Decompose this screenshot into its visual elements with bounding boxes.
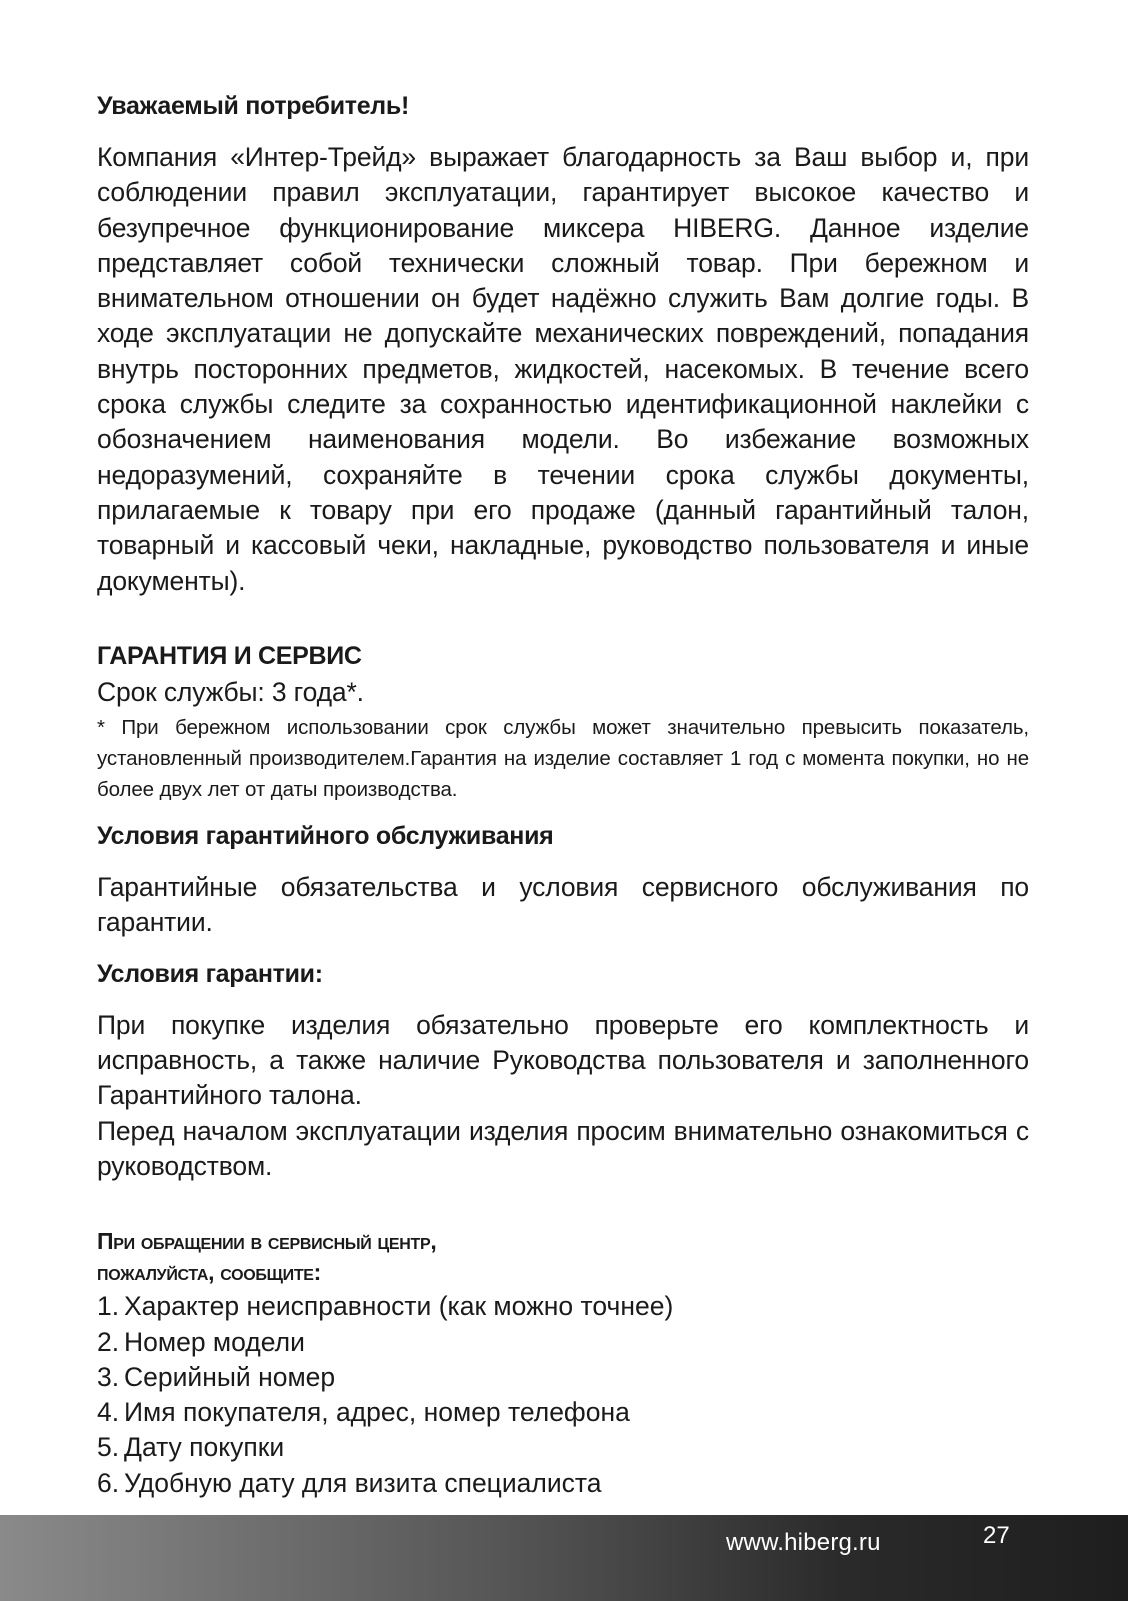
greeting-paragraph: Компания «Интер-Трейд» выражает благодарность за Ваш выбор и, при соблюдении правил эксплуатации, гарантирует высокое качество и безупречное функционирование миксера HIBERG. Данное изделие представляет собой технически сложный товар. При бережном и внимательном отношении он будет надёжно служить Вам долгие годы. В ходе эксплуатации не допускайте механических повреждений, попадания внутрь посторонних предметов, жидкостей, насекомых. В течение всего срока службы следите за сохранностью идентификационной наклейки с обозначением наименования модели. Во избежание возможных недоразумений, сохраняйте в течении срока службы документы, прилагаемые к товару при его продаже (данный гарантийный талон, товарный и кассовый чеки, накладные, руководство пользователя и иные документы). (97, 142, 1029, 596)
list-item-text: Номер модели (124, 1326, 305, 1357)
list-item (97, 1466, 1029, 1501)
service-conditions-title: Условия гарантийного обслуживания (97, 822, 554, 851)
service-life-text: Срок службы: 3 года*. (97, 676, 364, 707)
page-footer (0, 1515, 1128, 1601)
contact-info-list (97, 1289, 1029, 1501)
list-item (97, 1289, 1029, 1324)
contact-title (97, 1224, 1029, 1289)
list-item-text: Дату покупки (124, 1432, 285, 1463)
list-item-number: 5. (97, 1432, 120, 1463)
list-item-text: Удобную дату для визита специалиста (124, 1467, 602, 1498)
guarantee-conditions-title: Условия гарантии: (97, 959, 323, 988)
page-content (97, 85, 1029, 1501)
list-item (97, 1360, 1029, 1395)
list-item (97, 1430, 1029, 1465)
list-item-number: 1. (97, 1291, 120, 1322)
list-item-number: 6. (97, 1467, 120, 1498)
contact-title-line-1: При обращении в сервисный центр, (97, 1228, 437, 1255)
service-conditions-text: Гарантийные обязательства и условия сервисного обслуживания по гарантии. (97, 872, 1029, 938)
contact-title-line-2: пожалуйста, сообщите: (97, 1259, 322, 1286)
list-item-text: Серийный номер (124, 1361, 336, 1392)
list-item-number: 3. (97, 1361, 120, 1392)
guarantee-conditions-text-1: При покупке изделия обязательно проверьте его комплектность и исправность, а также наличие Руководства пользователя и заполненного Гарантийного талона. (97, 1009, 1029, 1111)
list-item-text: Характер неисправности (как можно точнее) (124, 1291, 674, 1322)
list-item-number: 4. (97, 1397, 120, 1428)
list-item (97, 1325, 1029, 1360)
website-link[interactable]: www.hiberg.ru (726, 1529, 881, 1556)
warranty-title: ГАРАНТИЯ И СЕРВИС (97, 641, 362, 670)
page-number: 27 (983, 1522, 1010, 1549)
service-life-footnote: * При бережном использовании срок службы может значительно превысить показатель, установленный производителем.Гарантия на изделие составляет 1 год с момента покупки, но не более двух лет от даты производства. (97, 716, 1029, 802)
list-item-text: Имя покупателя, адрес, номер телефона (124, 1397, 630, 1428)
list-item-number: 2. (97, 1326, 120, 1357)
guarantee-conditions-text-2: Перед началом эксплуатации изделия просим внимательно ознакомиться с руководством. (97, 1115, 1029, 1181)
greeting-title: Уважаемый потребитель! (97, 92, 409, 120)
list-item (97, 1395, 1029, 1430)
